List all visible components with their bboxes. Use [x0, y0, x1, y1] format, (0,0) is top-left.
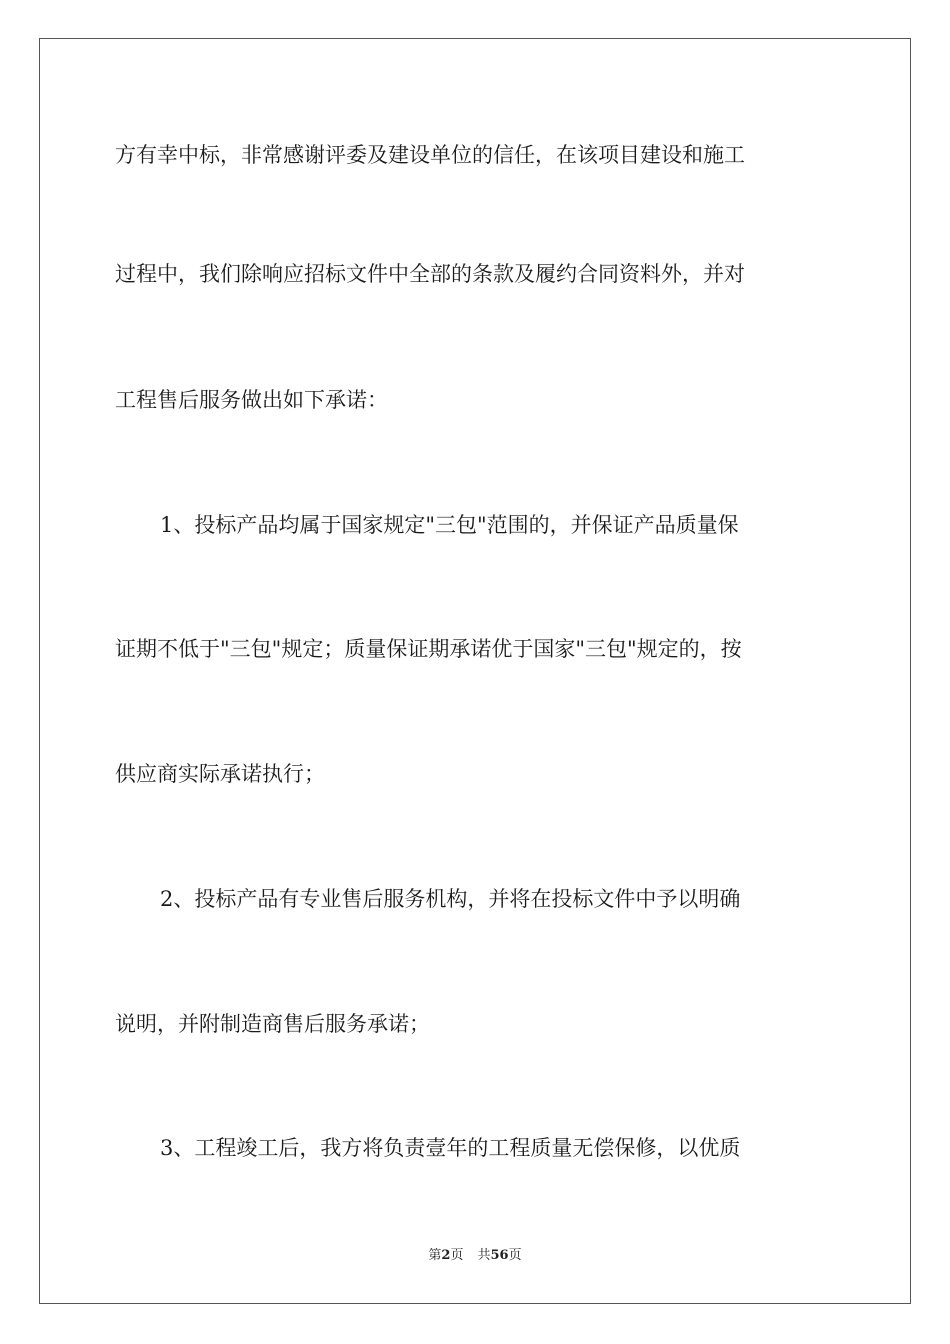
text-line-9: 3、工程竣工后，我方将负责壹年的工程质量无偿保修，以优质: [160, 1136, 741, 1160]
text-line-6: 供应商实际承诺执行；: [115, 762, 325, 786]
total-prefix: 共: [477, 1248, 491, 1263]
page-suffix: 页: [450, 1248, 464, 1263]
page-prefix: 第: [428, 1248, 442, 1263]
text-line-4: 1、投标产品均属于国家规定"三包"范围的，并保证产品质量保: [160, 513, 739, 537]
total-pages: 56: [490, 1248, 509, 1263]
text-line-3: 工程售后服务做出如下承诺：: [115, 388, 388, 412]
page-border: [39, 38, 911, 1304]
total-suffix: 页: [508, 1248, 522, 1263]
text-line-2: 过程中，我们除响应招标文件中全部的条款及履约合同资料外，并对: [115, 262, 745, 286]
text-line-7: 2、投标产品有专业售后服务机构，并将在投标文件中予以明确: [160, 887, 741, 911]
text-line-8: 说明，并附制造商售后服务承诺；: [115, 1012, 430, 1036]
page-number: 2: [441, 1248, 451, 1263]
page-footer: [0, 1247, 950, 1265]
text-line-5: 证期不低于"三包"规定；质量保证期承诺优于国家"三包"规定的，按: [115, 637, 742, 661]
text-line-1: 方有幸中标，非常感谢评委及建设单位的信任，在该项目建设和施工: [115, 143, 745, 167]
